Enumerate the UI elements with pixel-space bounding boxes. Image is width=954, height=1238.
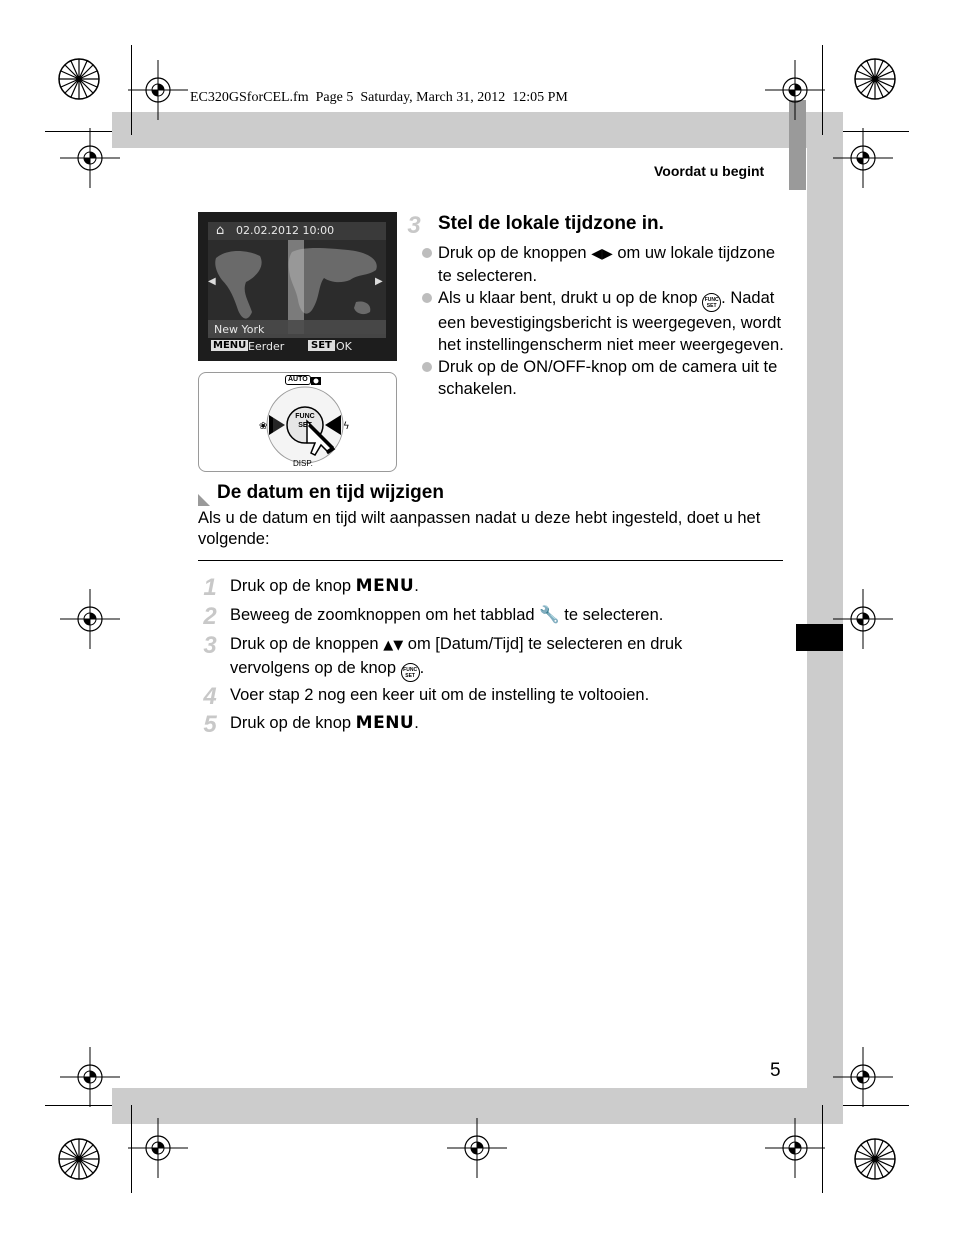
- bullet-text: . Nadat een bevestigingsbericht is weergegeven, wordt het instellingenscherm niet meer weergegeven.: [438, 289, 784, 354]
- dial-top-label: AUTO: [285, 375, 311, 385]
- subsection-intro: Als u de datum en tijd wilt aanpassen nadat u deze hebt ingesteld, doet u het volgende:: [198, 509, 761, 548]
- tools-tab-icon: 🔧: [539, 605, 560, 624]
- bullet-text: Druk op de knoppen: [438, 244, 592, 262]
- step-text: Voer stap 2 nog een keer uit om de instelling te voltooien.: [230, 686, 650, 704]
- step3-bullets: [422, 242, 784, 400]
- menu-button-icon: MENU: [355, 713, 415, 733]
- bullet-text: Als u klaar bent, drukt u op de knop: [438, 289, 703, 307]
- svg-text:❀: ❀: [259, 421, 268, 432]
- set-badge: SET: [308, 340, 335, 351]
- dial-center-top: FUNC: [295, 413, 315, 420]
- bullet-text: Druk op de ON/OFF-knop om de camera uit te schakelen.: [438, 358, 778, 398]
- menu-button-icon: MENU: [355, 576, 415, 596]
- bullet-item: [422, 287, 784, 356]
- up-down-arrows-icon: ▲▼: [383, 638, 404, 653]
- step-text: Beweeg de zoomknoppen om het tabblad 🔧 te selecteren.: [230, 605, 664, 624]
- chevron-left-icon: ◀: [208, 276, 216, 287]
- control-dial-illustration: [198, 372, 397, 472]
- step-number: 4: [203, 683, 217, 710]
- bullet-text: om uw lokale tijdzone te selecteren.: [438, 244, 776, 285]
- step-title: Stel de lokale tijdzone in.: [438, 213, 664, 234]
- step-text: Druk op de knoppen ▲▼ om [Datum/Tijd] te selecteren en druk vervolgens op de knop FUNC SET .: [230, 633, 750, 682]
- func-set-icon: FUNC SET: [702, 293, 721, 312]
- step-number: 3: [203, 632, 217, 659]
- home-icon: ⌂: [216, 223, 225, 238]
- step-number: 5: [203, 711, 217, 738]
- file-header: EC320GSforCEL.fm Page 5 Saturday, March 31, 2012 12:05 PM: [190, 90, 568, 105]
- step-number: 2: [203, 603, 217, 630]
- step-number: 1: [203, 574, 217, 601]
- menu-badge-label: Eerder: [248, 340, 285, 353]
- bullet-item: [422, 356, 784, 400]
- left-right-arrows-icon: ◀▶: [591, 246, 613, 262]
- page-number: 5: [770, 1060, 781, 1081]
- step-text: Druk op de knop MENU.: [230, 713, 419, 733]
- bullet-item: [422, 242, 784, 287]
- subsection-title: De datum en tijd wijzigen: [217, 482, 444, 503]
- step-text: Druk op de knop MENU.: [230, 576, 419, 596]
- dial-center-bottom: SET: [298, 422, 312, 429]
- lcd-datetime: 02.02.2012 10:00: [236, 224, 335, 237]
- step-number: 3: [407, 212, 421, 239]
- section-header: Voordat u begint: [654, 163, 765, 179]
- divider: [198, 560, 783, 561]
- svg-text:ϟ: ϟ: [343, 421, 350, 432]
- chevron-right-icon: ▶: [375, 276, 383, 287]
- camera-lcd-screen: [198, 212, 397, 361]
- set-badge-label: OK: [336, 340, 352, 353]
- lcd-city: New York: [214, 323, 265, 336]
- dial-bottom-label: DISP.: [293, 459, 313, 468]
- menu-badge: MENU: [213, 340, 247, 351]
- func-set-icon: FUNC SET: [401, 663, 420, 682]
- section-triangle-icon: [198, 494, 212, 506]
